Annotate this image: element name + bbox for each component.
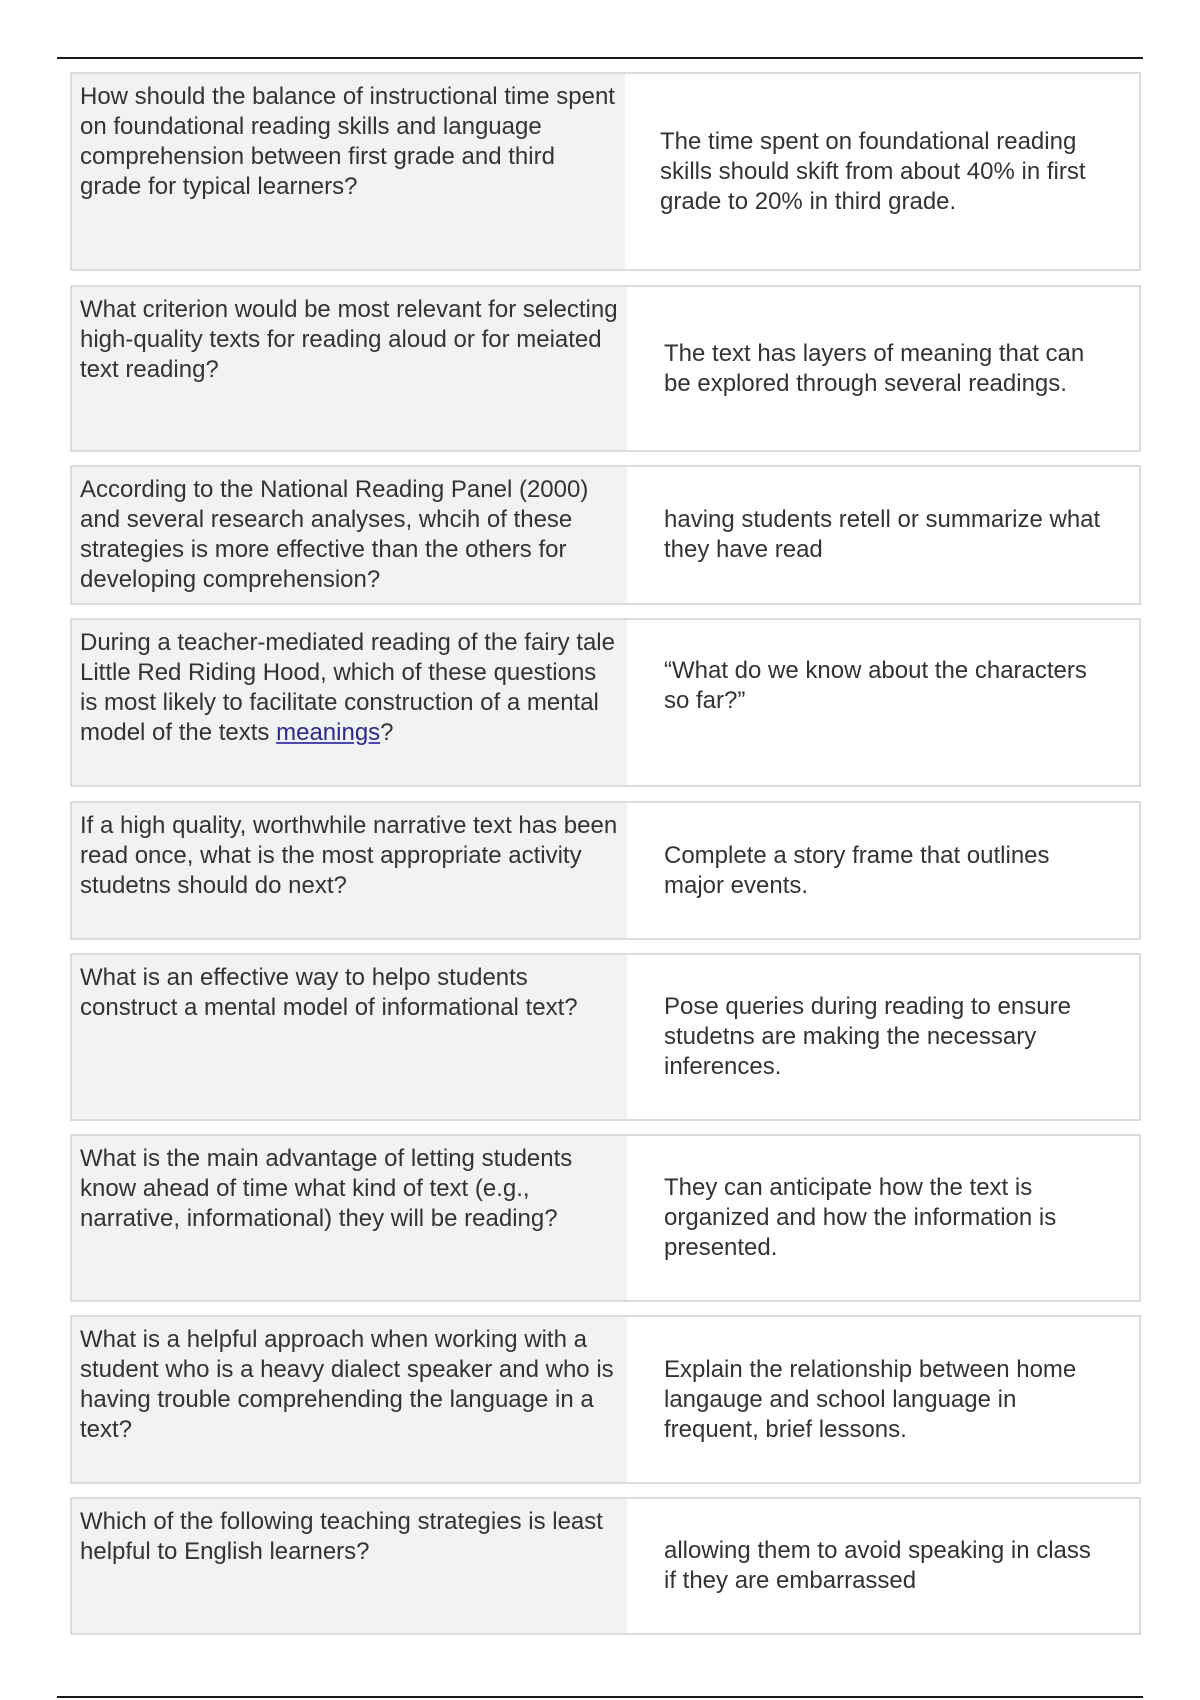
flashcard-2 bbox=[70, 285, 1141, 452]
answer-1-cell bbox=[625, 74, 1139, 269]
answer-3-cell bbox=[627, 467, 1139, 603]
answer-6: Pose queries during reading to ensure studetns are making the necessary inferences. bbox=[664, 993, 1071, 1080]
answer-6-cell bbox=[627, 955, 1139, 1119]
question-9: Which of the following teaching strategies is least helpful to English learners? bbox=[72, 1499, 627, 1633]
bottom-divider bbox=[57, 1696, 1143, 1698]
answer-3: having students retell or summarize what they have read bbox=[664, 506, 1101, 563]
answer-5-cell bbox=[627, 803, 1139, 938]
flashcard-5 bbox=[70, 801, 1141, 940]
flashcard-1 bbox=[70, 72, 1141, 271]
answer-4: “What do we know about the characters so far?” bbox=[664, 657, 1087, 714]
flashcard-9 bbox=[70, 1497, 1141, 1635]
question-5: If a high quality, worthwhile narrative text has been read once, what is the most appropriate activity studetns should do next? bbox=[72, 803, 627, 938]
top-divider bbox=[57, 57, 1143, 59]
answer-2-cell bbox=[627, 287, 1139, 450]
answer-2: The text has layers of meaning that can be explored through several readings. bbox=[664, 339, 1085, 397]
question-4-text: During a teacher-mediated reading of the fairy tale Little Red Riding Hood, which of these questions is most likely to facilitate construction of a mental model of the texts bbox=[80, 629, 615, 746]
question-4-end: ? bbox=[380, 719, 394, 746]
flashcard-4 bbox=[70, 618, 1141, 787]
meanings-link[interactable]: meanings bbox=[276, 719, 381, 746]
flashcard-6 bbox=[70, 953, 1141, 1121]
answer-8: Explain the relationship between home langauge and school language in frequent, brief lessons. bbox=[664, 1355, 1077, 1443]
flashcard-8 bbox=[70, 1315, 1141, 1484]
answer-8-cell bbox=[627, 1317, 1139, 1482]
question-4 bbox=[72, 620, 627, 785]
flashcard-7 bbox=[70, 1134, 1141, 1302]
question-8: What is a helpful approach when working with a student who is a heavy dialect speaker and who is having trouble comprehending the language in a text? bbox=[72, 1317, 627, 1482]
answer-9: allowing them to avoid speaking in class if they are embarrassed bbox=[664, 1537, 1091, 1594]
answer-7: They can anticipate how the text is organized and how the information is presented. bbox=[664, 1174, 1057, 1261]
answer-4-cell bbox=[627, 620, 1139, 785]
question-6: What is an effective way to helpo students construct a mental model of informational text? bbox=[72, 955, 627, 1119]
flashcard-3 bbox=[70, 465, 1141, 605]
answer-5: Complete a story frame that outlines major events. bbox=[664, 841, 1050, 899]
question-3: According to the National Reading Panel (2000) and several research analyses, whcih of these strategies is more effective than the others for developing comprehension? bbox=[72, 467, 627, 603]
answer-1: The time spent on foundational reading skills should skift from about 40% in first grade to 20% in third grade. bbox=[660, 127, 1086, 215]
question-7: What is the main advantage of letting students know ahead of time what kind of text (e.g., narrative, informational) they will be reading? bbox=[72, 1136, 627, 1300]
question-2: What criterion would be most relevant for selecting high-quality texts for reading aloud or for meiated text reading? bbox=[72, 287, 627, 450]
answer-9-cell bbox=[627, 1499, 1139, 1633]
question-1: How should the balance of instructional time spent on foundational reading skills and language comprehension between first grade and third grade for typical learners? bbox=[72, 74, 625, 269]
answer-7-cell bbox=[627, 1136, 1139, 1300]
